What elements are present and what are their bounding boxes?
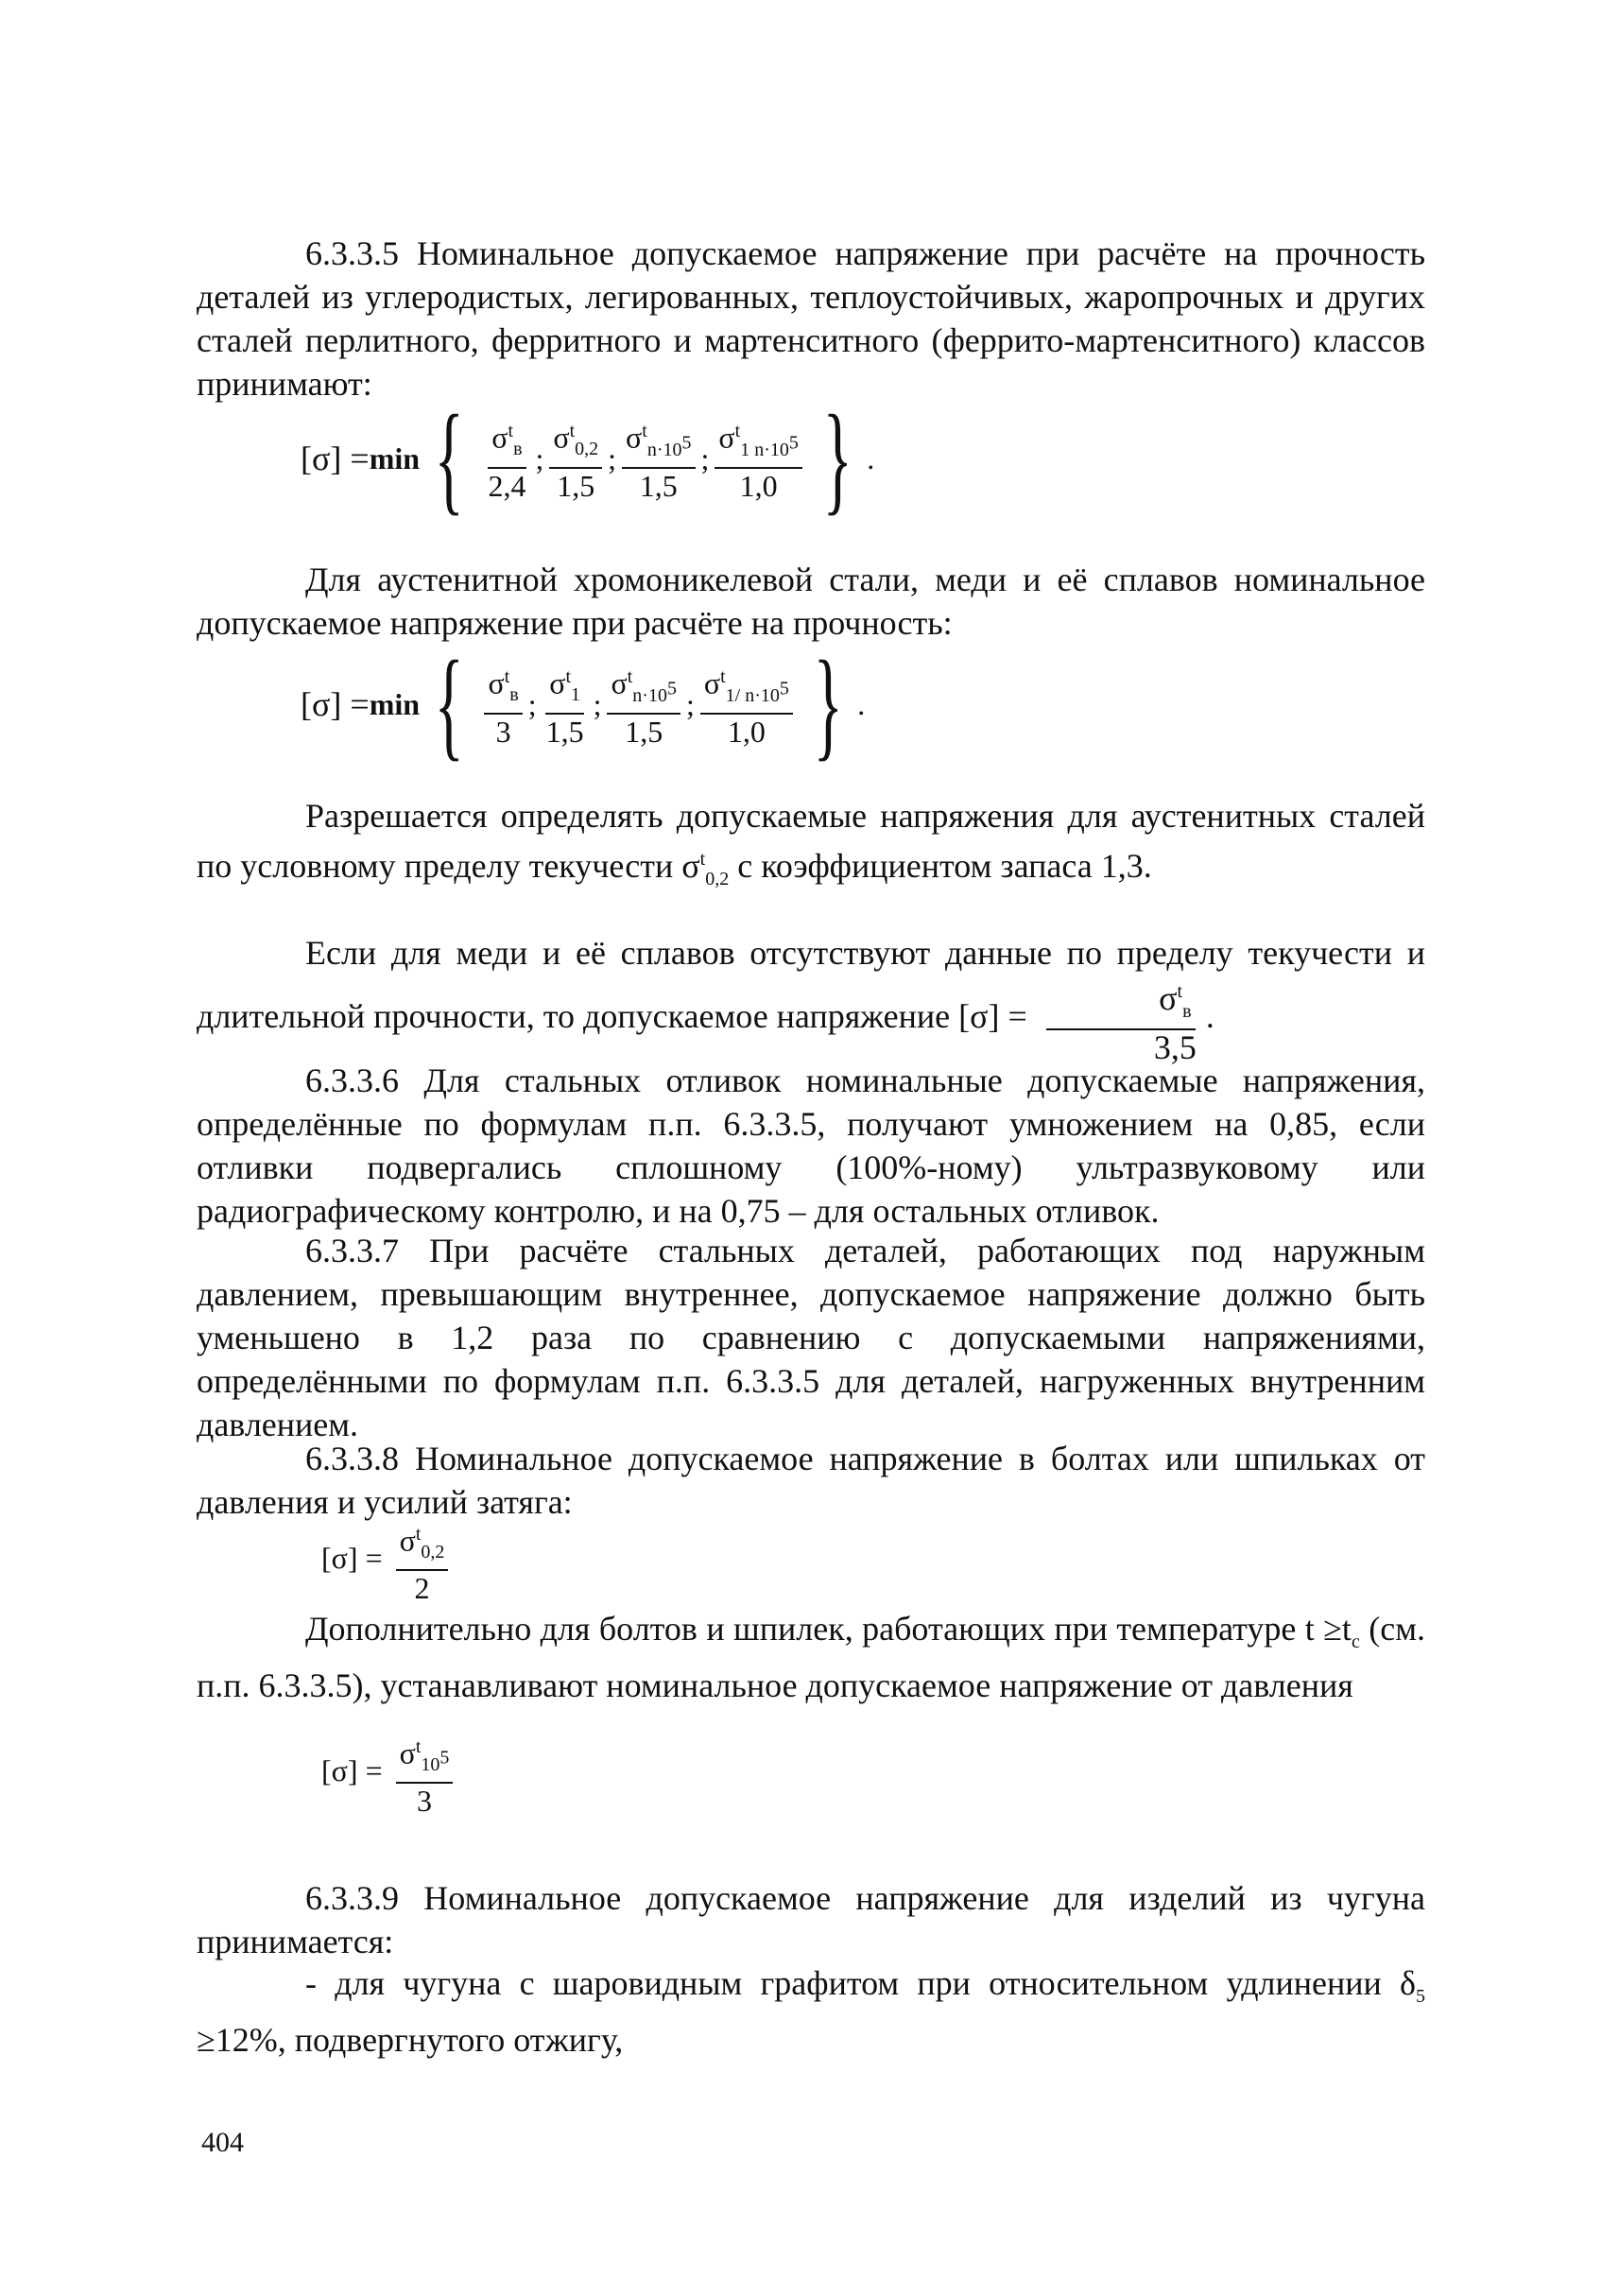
formula-lhs: [σ] = [301, 685, 370, 723]
paragraph-text: Для аустенитной хромоникелевой стали, меди и её сплавов номинальное допускаемое напряжение при расчёте на прочность: [197, 561, 1425, 642]
paragraph-cast-iron [197, 1961, 1425, 2062]
fraction-term-2: $\frac{\sigma^t_1}{1,5}$ [543, 660, 588, 748]
fraction-term-1: $\frac{\sigma^t_в}{3}$ [484, 660, 522, 748]
paragraph-text: - для чугуна с шаровидным графитом при относительном удлинении $\delta_5 \ge 12\%$, подвергнутого отжигу, [197, 1964, 1425, 2060]
paragraph-6-3-3-9 [197, 1876, 1425, 1963]
formula-lhs: [σ] = [301, 440, 370, 477]
formula-bolts-temp: [σ] = $\frac{\sigma^t_{105}}{3}$ [321, 1730, 458, 1818]
paragraph-text: Разрешается определять допускаемые напряжения для аустенитных сталей по условному пределу текучести $\sigma^t_{0,2}$ с коэффициентом запаса 1,3. [197, 797, 1425, 890]
right-brace: } [822, 390, 853, 527]
paragraph-text: 6.3.3.7 При расчёте стальных деталей, работающих под наружным давлением, превышающим внутреннее, допускаемое напряжение должно быть уменьшено в 1,2 раза по сравнению с допускаемыми напряжениями, определёнными по формулам п.п. 6.3.3.5 для деталей, нагруженных внутренним давлением. [197, 1232, 1425, 1443]
formula-min: min [369, 440, 421, 475]
paragraph-bolts-temp [197, 1607, 1425, 1707]
paragraph-text: 6.3.3.5 Номинальное допускаемое напряжение при расчёте на прочность деталей из углеродистых, легированных, теплоустойчивых, жаропрочных и других сталей перлитного, ферритного и мартенситного (феррито-мартенситного) классов принимают: [197, 234, 1425, 403]
formula-bolts: [σ] = $\frac{\sigma^t_{0,2}}{2}$ [321, 1517, 454, 1605]
page-number: 404 [201, 2127, 244, 2158]
paragraph-text: Дополнительно для болтов и шпилек, работающих при температуре $t \ge t_c$ (см. п.п. 6.3.3.5), устанавливают номинальное допускаемое напряжение от давления [197, 1610, 1425, 1705]
left-brace: { [434, 636, 464, 772]
fraction-term-4: $\frac{\sigma^t_{1/ n\cdot 105}}{1,0}$ [700, 660, 793, 748]
left-brace: { [434, 390, 464, 527]
fraction-term-4: $\frac{\sigma^t_{1 n\cdot 105}}{1,0}$ [715, 414, 801, 502]
paragraph-austenitic [197, 558, 1425, 645]
fraction-term-2: $\frac{\sigma^t_{0,2}}{1,5}$ [549, 414, 602, 502]
paragraph-copper [197, 931, 1425, 1067]
paragraph-text: 6.3.3.8 Номинальное допускаемое напряжение в болтах или шпильках от давления и усилий затяга: [197, 1440, 1425, 1521]
paragraph-6-3-3-8 [197, 1437, 1425, 1524]
paragraph-text: Если для меди и её сплавов отсутствуют данные по пределу текучести и длительной прочности, то допускаемое напряжение [σ] = $\frac{\sigma^t_в}{3,5}$ . [197, 934, 1425, 1067]
paragraph-6-3-3-5 [197, 232, 1425, 406]
fraction-term-1: $\frac{\sigma^t_в}{2,4}$ [484, 414, 529, 502]
paragraph-text: 6.3.3.6 Для стальных отливок номинальные допускаемые напряжения, определённые по формулам п.п. 6.3.3.5, получают умножением на 0,85, если отливки подвергались сплошному (100%-ному) ультразвуковому или радиографическому контролю, и на 0,75 – для остальных отливок. [197, 1062, 1425, 1230]
paragraph-yield-austenitic [197, 794, 1425, 901]
paragraph-6-3-3-7 [197, 1229, 1425, 1446]
formula-copper: [σ] = $\frac{\sigma^t_в}{3,5}$ . [958, 997, 1214, 1035]
formula-min-austenitic: [σ] = min { $\frac{\sigma^t_в}{3}$ ; $\frac{\sigma^t_1}{1,5}$ ; $\frac{\sigma^t_{n\cdot 105}}{1,5}$ ; $\frac{\sigma^t_{1/ n\cdot 105}}{1,0}$ } . [301, 636, 866, 772]
fraction-term-3: $\frac{\sigma^t_{n\cdot 105}}{1,5}$ [622, 414, 695, 502]
formula-min: min [369, 686, 421, 721]
paragraph-text: 6.3.3.9 Номинальное допускаемое напряжение для изделий из чугуна принимается: [197, 1879, 1425, 1960]
right-brace: } [813, 636, 843, 772]
formula-min-perlitic: [σ] = min { $\frac{\sigma^t_в}{2,4}$ ; $\frac{\sigma^t_{0,2}}{1,5}$ ; $\frac{\sigma^t_{n\cdot 105}}{1,5}$ ; $\frac{\sigma^t_{1 n\cdot 105}}{1,0}$ } . [301, 390, 875, 527]
fraction-term-3: $\frac{\sigma^t_{n\cdot 105}}{1,5}$ [607, 660, 680, 748]
paragraph-6-3-3-6 [197, 1059, 1425, 1233]
